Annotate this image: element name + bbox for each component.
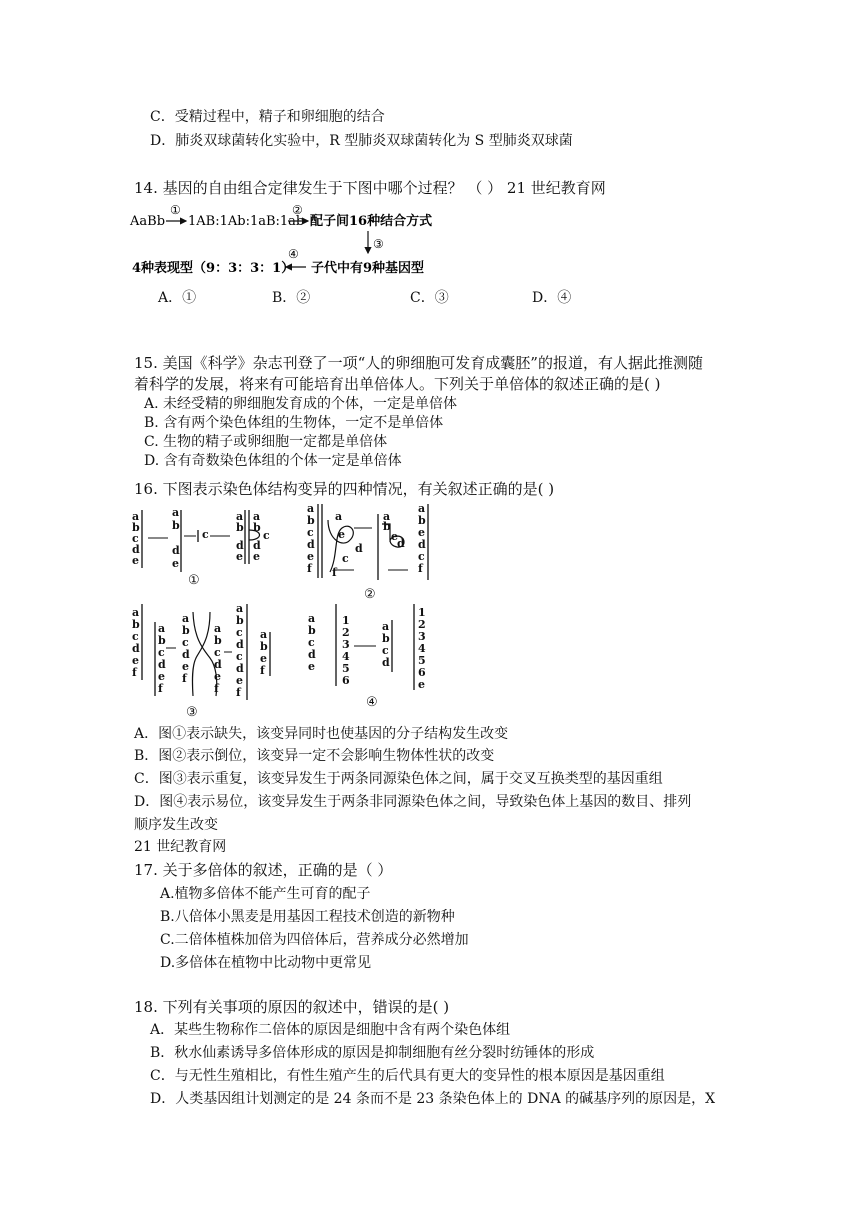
svg-text:a: a bbox=[158, 622, 166, 635]
q15-option-d: D. 含有奇数染色体组的个体一定是单倍体 bbox=[144, 453, 402, 469]
q15-option-b: B. 含有两个染色体组的生物体，一定不是单倍体 bbox=[144, 415, 444, 431]
figure-label-4: ④ bbox=[366, 695, 378, 710]
q14-option-b: B．② bbox=[272, 290, 311, 306]
svg-text:a: a bbox=[182, 612, 190, 625]
q14-option-d: D．④ bbox=[532, 290, 572, 306]
svg-text:6: 6 bbox=[342, 674, 350, 687]
svg-text:a: a bbox=[132, 510, 140, 523]
svg-text:1: 1 bbox=[418, 606, 426, 619]
svg-text:b: b bbox=[158, 634, 166, 647]
svg-text:e: e bbox=[132, 554, 139, 567]
svg-text:5: 5 bbox=[342, 662, 350, 675]
svg-text:e: e bbox=[132, 654, 139, 667]
svg-text:4: 4 bbox=[342, 650, 350, 663]
svg-text:d: d bbox=[172, 544, 180, 557]
gamete-combination: 配子间16种结合方式 bbox=[310, 214, 433, 229]
svg-text:a: a bbox=[253, 510, 261, 523]
q14-option-a: A．① bbox=[158, 290, 197, 306]
q18-option-d: D．人类基因组计划测定的是 24 条而不是 23 条染色体上的 DNA 的碱基序列的原因是，X bbox=[150, 1091, 716, 1107]
svg-text:6: 6 bbox=[418, 666, 426, 679]
genotype-start: AaBb bbox=[130, 214, 166, 229]
svg-text:b: b bbox=[132, 618, 140, 631]
svg-text:f: f bbox=[236, 686, 241, 699]
svg-text:c: c bbox=[158, 646, 165, 659]
svg-text:d: d bbox=[214, 658, 222, 671]
svg-text:c: c bbox=[307, 526, 314, 539]
svg-text:d: d bbox=[397, 537, 405, 550]
svg-text:d: d bbox=[355, 542, 363, 555]
step-3-label: ③ bbox=[373, 237, 384, 251]
step-2-label: ② bbox=[292, 203, 303, 217]
svg-text:a: a bbox=[307, 502, 315, 515]
svg-text:d: d bbox=[132, 642, 140, 655]
q18-option-b: B．秋水仙素诱导多倍体形成的原因是抑制细胞有丝分裂时纺锤体的形成 bbox=[150, 1045, 595, 1061]
svg-text:a: a bbox=[236, 602, 244, 615]
q17-option-d: D.多倍体在植物中比动物中更常见 bbox=[160, 955, 372, 971]
svg-text:e: e bbox=[214, 670, 221, 683]
svg-text:1: 1 bbox=[342, 614, 350, 627]
svg-text:e: e bbox=[338, 528, 345, 541]
svg-text:3: 3 bbox=[418, 630, 426, 643]
svg-text:f: f bbox=[260, 664, 265, 677]
svg-text:d: d bbox=[418, 538, 426, 551]
svg-text:b: b bbox=[236, 521, 244, 534]
figure-label-1: ① bbox=[188, 573, 200, 588]
svg-text:f: f bbox=[158, 682, 163, 695]
svg-text:f: f bbox=[307, 562, 312, 575]
svg-text:5: 5 bbox=[418, 654, 426, 667]
q17-option-b: B.八倍体小黑麦是用基因工程技术创造的新物种 bbox=[160, 909, 455, 925]
svg-text:c: c bbox=[132, 532, 139, 545]
offspring-phenotypes: 4种表现型（9：3：3：1） bbox=[132, 261, 295, 276]
option-d-text: D．肺炎双球菌转化实验中，R 型肺炎双球菌转化为 S 型肺炎双球菌 bbox=[150, 133, 573, 149]
q14-process-diagram bbox=[128, 203, 468, 283]
svg-text:e: e bbox=[307, 550, 314, 563]
svg-text:c: c bbox=[342, 552, 349, 565]
q15-option-a: A. 未经受精的卵细胞发育成的个体，一定是单倍体 bbox=[144, 396, 458, 412]
svg-text:a: a bbox=[308, 612, 316, 625]
svg-text:d: d bbox=[236, 662, 244, 675]
q16-option-d-continued: 顺序发生改变 bbox=[134, 817, 218, 833]
svg-text:b: b bbox=[172, 519, 180, 532]
question-14-stem: 14. 基因的自由组合定律发生于下图中哪个过程？ （ ） 21 世纪教育网 bbox=[134, 179, 606, 197]
question-15-stem-line1: 15. 美国《科学》杂志刊登了一项“人的卵细胞可发育成囊胚”的报道，有人据此推测随 bbox=[134, 354, 703, 372]
step-4-label: ④ bbox=[288, 247, 299, 261]
watermark-text: 21 世纪教育网 bbox=[134, 839, 227, 855]
svg-text:e: e bbox=[236, 550, 243, 563]
svg-text:a: a bbox=[132, 606, 140, 619]
svg-text:a: a bbox=[236, 510, 244, 523]
svg-text:c: c bbox=[236, 650, 243, 663]
q18-option-c: C．与无性生殖相比，有性生殖产生的后代具有更大的变异性的根本原因是基因重组 bbox=[150, 1068, 665, 1084]
question-16-stem: 16. 下图表示染色体结构变异的四种情况，有关叙述正确的是( ) bbox=[134, 480, 555, 498]
svg-text:e: e bbox=[308, 660, 315, 673]
svg-text:4: 4 bbox=[418, 642, 426, 655]
svg-text:c: c bbox=[202, 528, 209, 541]
step-1-label: ① bbox=[170, 203, 181, 217]
svg-text:c: c bbox=[214, 646, 221, 659]
svg-text:d: d bbox=[182, 648, 190, 661]
svg-text:a: a bbox=[383, 510, 391, 523]
svg-text:a: a bbox=[382, 620, 390, 633]
svg-text:e: e bbox=[158, 670, 165, 683]
svg-text:e: e bbox=[418, 526, 425, 539]
svg-text:b: b bbox=[382, 632, 390, 645]
svg-text:b: b bbox=[308, 624, 316, 637]
svg-text:c: c bbox=[308, 636, 315, 649]
svg-text:c: c bbox=[263, 529, 270, 542]
svg-text:d: d bbox=[132, 543, 140, 556]
q17-option-a: A.植物多倍体不能产生可育的配子 bbox=[160, 886, 371, 902]
svg-text:b: b bbox=[260, 640, 268, 653]
q15-option-c: C. 生物的精子或卵细胞一定都是单倍体 bbox=[144, 434, 388, 450]
svg-text:d: d bbox=[236, 539, 244, 552]
svg-text:b: b bbox=[182, 624, 190, 637]
offspring-genotypes: 子代中有9种基因型 bbox=[311, 261, 425, 276]
svg-text:d: d bbox=[382, 656, 390, 669]
svg-text:b: b bbox=[253, 521, 261, 534]
svg-text:f: f bbox=[418, 562, 423, 575]
svg-text:e: e bbox=[236, 674, 243, 687]
svg-text:d: d bbox=[307, 538, 315, 551]
svg-text:d: d bbox=[236, 638, 244, 651]
q16-option-b: B．图②表示倒位，该变异一定不会影响生物体性状的改变 bbox=[134, 748, 495, 764]
option-c-text: C．受精过程中，精子和卵细胞的结合 bbox=[150, 109, 385, 125]
svg-text:d: d bbox=[253, 539, 261, 552]
svg-text:e: e bbox=[182, 660, 189, 673]
question-15-stem-line2: 着科学的发展，将来有可能培育出单倍体人。下列关于单倍体的叙述正确的是( ) bbox=[134, 375, 661, 393]
svg-text:e: e bbox=[253, 550, 260, 563]
svg-text:e: e bbox=[391, 530, 398, 543]
svg-text:c: c bbox=[182, 636, 189, 649]
svg-text:a: a bbox=[214, 622, 222, 635]
svg-text:d: d bbox=[308, 648, 316, 661]
svg-text:b: b bbox=[132, 521, 140, 534]
gamete-ratio: 1AB:1Ab:1aB:1ab bbox=[188, 214, 305, 229]
q16-option-a: A．图①表示缺失，该变异同时也使基因的分子结构发生改变 bbox=[134, 726, 509, 742]
svg-text:f: f bbox=[182, 672, 187, 685]
q18-option-a: A．某些生物称作二倍体的原因是细胞中含有两个染色体组 bbox=[150, 1022, 511, 1038]
svg-text:3: 3 bbox=[342, 638, 350, 651]
svg-text:a: a bbox=[172, 506, 180, 519]
svg-text:c: c bbox=[236, 626, 243, 639]
svg-text:2: 2 bbox=[418, 618, 426, 631]
figure-label-2: ② bbox=[364, 587, 376, 602]
q16-option-d: D．图④表示易位，该变异发生于两条非同源染色体之间，导致染色体上基因的数目、排列 bbox=[134, 794, 692, 810]
q14-option-c: C．③ bbox=[410, 290, 449, 306]
q16-option-c: C．图③表示重复，该变异发生于两条同源染色体之间，属于交叉互换类型的基因重组 bbox=[134, 771, 663, 787]
svg-text:b: b bbox=[383, 520, 391, 533]
svg-text:f: f bbox=[332, 566, 337, 579]
figure-label-3: ③ bbox=[186, 705, 198, 720]
svg-text:b: b bbox=[307, 514, 315, 527]
question-17-stem: 17. 关于多倍体的叙述，正确的是（ ） bbox=[134, 861, 393, 879]
svg-text:c: c bbox=[132, 630, 139, 643]
svg-text:2: 2 bbox=[342, 626, 350, 639]
svg-text:b: b bbox=[214, 634, 222, 647]
svg-text:f: f bbox=[132, 666, 137, 679]
svg-text:b: b bbox=[418, 514, 426, 527]
svg-text:e: e bbox=[260, 652, 267, 665]
svg-text:e: e bbox=[418, 678, 425, 691]
svg-text:f: f bbox=[214, 682, 219, 695]
svg-text:e: e bbox=[172, 557, 179, 570]
svg-text:c: c bbox=[382, 644, 389, 657]
svg-text:a: a bbox=[260, 628, 268, 641]
svg-text:a: a bbox=[335, 510, 343, 523]
q17-option-c: C.二倍体植株加倍为四倍体后，营养成分必然增加 bbox=[160, 932, 469, 948]
chromosome-variation-figure bbox=[128, 500, 438, 720]
svg-text:b: b bbox=[236, 614, 244, 627]
svg-text:d: d bbox=[158, 658, 166, 671]
question-18-stem: 18. 下列有关事项的原因的叙述中，错误的是( ) bbox=[134, 998, 450, 1016]
svg-text:a: a bbox=[418, 502, 426, 515]
svg-text:c: c bbox=[418, 550, 425, 563]
